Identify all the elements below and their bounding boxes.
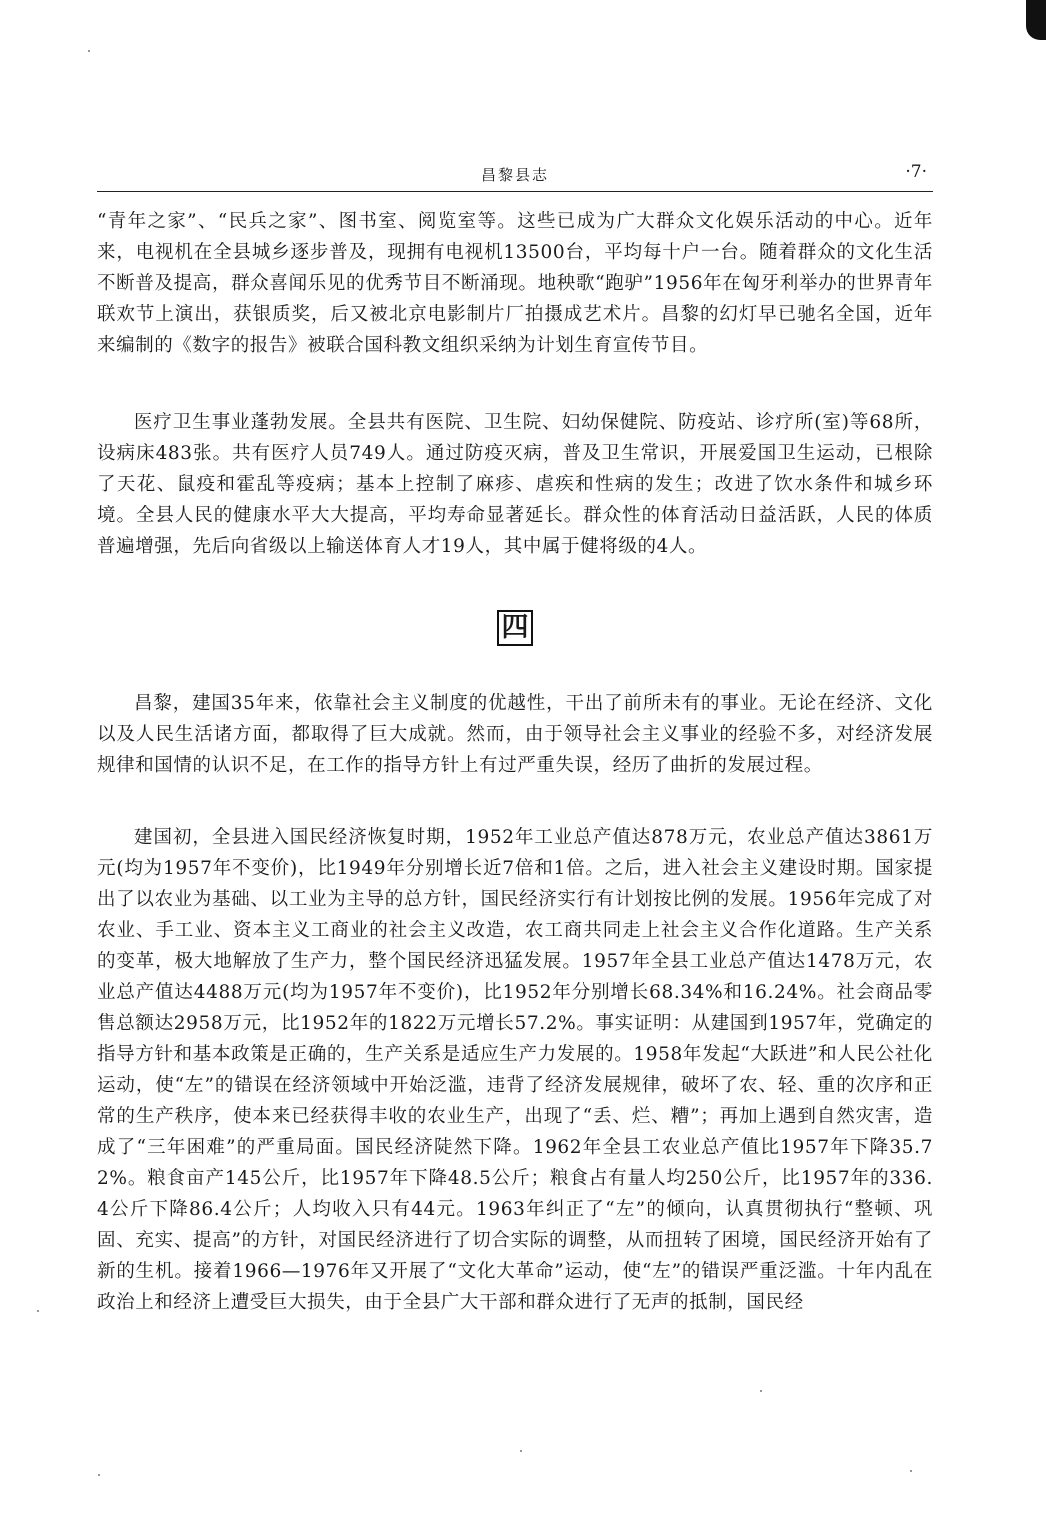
header-rule — [97, 191, 933, 192]
scan-speck — [520, 1450, 522, 1452]
paragraph-economy: 建国初，全县进入国民经济恢复时期，1952年工业总产值达878万元，农业总产值达3861万元(均为1957年不变价)，比1949年分别增长近7倍和1倍。之后，进入社会主义建设时期。国家提出了以农业为基础、以工业为主导的总方针，国民经济实行有计划按比例的发展。1956年完成了对农业、手工业、资本主义工商业的社会主义改造，农工商共同走上社会主义合作化道路。生产关系的变革，极大地解放了生产力，整个国民经济迅猛发展。1957年全县工业总产值达1478万元，农业总产值达4488万元(均为1957年不变价)，比1952年分别增长68.34%和16.24%。社会商品零售总额达2958万元，比1952年的1822万元增长57.2%。事实证明：从建国到1957年，党确定的指导方针和基本政策是正确的，生产关系是适应生产力发展的。1958年发起“大跃进”和人民公社化运动，使“左”的错误在经济领域中开始泛滥，违背了经济发展规律，破坏了农、轻、重的次序和正常的生产秩序，使本来已经获得丰收的农业生产，出现了“丢、烂、糟”；再加上遇到自然灾害，造成了“三年困难”的严重局面。国民经济陡然下降。1962年全县工农业总产值比1957年下降35.72%。粮食亩产145公斤，比1957年下降48.5公斤；粮食占有量人均250公斤，比1957年的336.4公斤下降86.4公斤；人均收入只有44元。1963年纠正了“左”的倾向，认真贯彻执行“整顿、巩固、充实、提高”的方针，对国民经济进行了切合实际的调整，从而扭转了困境，国民经济开始有了新的生机。接着1966—1976年又开展了“文化大革命”运动，使“左”的错误严重泛滥。十年内乱在政治上和经济上遭受巨大损失，由于全县广大干部和群众进行了无声的抵制，国民经 — [97, 827, 933, 1313]
paragraph-overview: 昌黎，建国35年来，依靠社会主义制度的优越性，干出了前所未有的事业。无论在经济、文化以及人民生活诸方面，都取得了巨大成就。然而，由于领导社会主义事业的经验不多，对经济发展规律和国情的认识不足，在工作的指导方针上有过严重失误，经历了曲折的发展过程。 — [97, 693, 933, 776]
binding-mark — [1026, 0, 1046, 40]
page-header — [97, 160, 933, 190]
page-number: ·7· — [905, 162, 927, 182]
scan-speck — [910, 1470, 912, 1472]
scan-speck — [37, 1310, 39, 1312]
scan-speck — [88, 50, 90, 52]
scan-speck — [760, 1390, 762, 1392]
paragraph-health: 医疗卫生事业蓬勃发展。全县共有医院、卫生院、妇幼保健院、防疫站、诊疗所(室)等68所，设病床483张。共有医疗人员749人。通过防疫灭病，普及卫生常识，开展爱国卫生运动，已根除了天花、鼠疫和霍乱等疫病；基本上控制了麻疹、虐疾和性病的发生；改进了饮水条件和城乡环境。全县人民的健康水平大大提高，平均寿命显著延长。群众性的体育活动日益活跃，人民的体质普遍增强，先后向省级以上输送体育人才19人，其中属于健将级的4人。 — [97, 412, 933, 557]
paragraph-culture: “青年之家”、“民兵之家”、图书室、阅览室等。这些已成为广大群众文化娱乐活动的中心。近年来，电视机在全县城乡逐步普及，现拥有电视机13500台，平均每十户一台。随着群众的文化生活不断普及提高，群众喜闻乐见的优秀节目不断涌现。地秧歌“跑驴”1956年在匈牙利举办的世界青年联欢节上演出，获银质奖，后又被北京电影制片厂拍摄成艺术片。昌黎的幻灯早已驰名全国，近年来编制的《数字的报告》被联合国科教文组织采纳为计划生育宣传节目。 — [97, 211, 933, 356]
scan-speck — [98, 1474, 100, 1476]
section-heading: 四 — [497, 610, 533, 646]
running-title: 昌黎县志 — [480, 166, 549, 184]
